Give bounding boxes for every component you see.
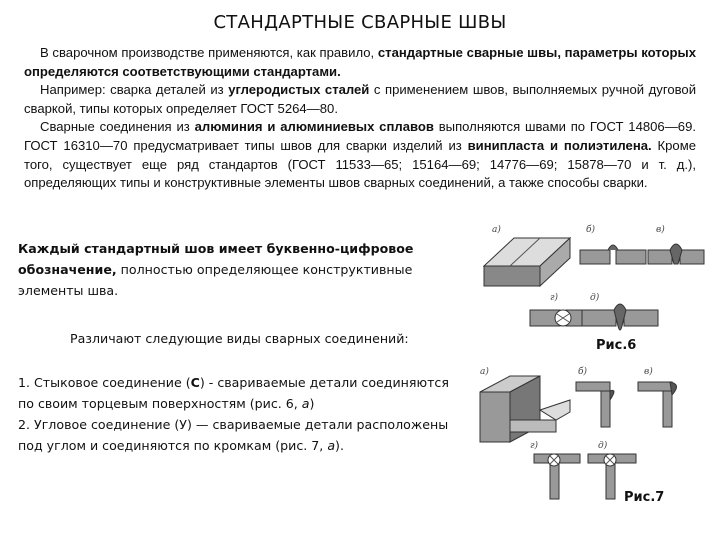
fig7-label-g: г) <box>530 441 539 451</box>
fig6-label-v: в) <box>656 225 665 235</box>
figure-6-butt-joints <box>470 218 710 350</box>
joint-types-intro: Различают следующие виды сварных соединений: <box>70 331 409 346</box>
figure-6-caption: Рис.6 <box>596 338 637 353</box>
fig6-plates-a <box>484 238 570 286</box>
intro-text <box>24 44 696 193</box>
intro-paragraph-1: В сварочном производстве применяются, как правило, стандартные сварные швы, параметры которых определяются соответствующими стандартами. <box>24 45 696 79</box>
fig7-corner-a <box>480 376 570 442</box>
fig6-section-v <box>648 244 704 264</box>
figure-7-caption: Рис.7 <box>624 490 665 505</box>
joint-type-list <box>18 372 458 456</box>
joint-type-corner: 2. Угловое соединение (У) — свариваемые детали расположены под углом и соединяются по кромкам (рис. 7, а). <box>18 417 449 453</box>
intro-paragraph-3: Сварные соединения из алюминия и алюминиевых сплавов выполняются швами по ГОСТ 14806—69. ГОСТ 16310—70 предусматривает типы швов для сварки изделий из винипласта и полиэтилена. Кроме того, существует еще ряд стандартов (ГОСТ 11533—65; 15164—69; 14776—69; 15878—70 и т. д.), определяющих типы и конструктивные элементы швов сварных соединений, а также способы сварки. <box>24 119 697 191</box>
fig7-label-v: в) <box>644 367 653 377</box>
joint-type-butt: 1. Стыковое соединение (С) - свариваемые детали соединяются по своим торцевым поверхностям (рис. 6, а) <box>18 375 449 411</box>
fig6-section-b <box>580 245 646 264</box>
fig6-label-b: б) <box>586 225 596 235</box>
fig7-label-b: б) <box>578 367 588 377</box>
designation-text: Каждый стандартный шов имеет буквенно-цифровое обозначение, полностью определяющее конструктивные элементы шва. <box>18 241 414 298</box>
figure-7-corner-joints <box>470 362 710 502</box>
intro-paragraph-2: Например: сварка деталей из углеродистых сталей с применением швов, выполняемых ручной дуговой сваркой, типы которых определяет ГОСТ 5264—80. <box>24 82 697 116</box>
fig6-label-g: г) <box>550 293 559 303</box>
fig7-label-d: д) <box>598 441 608 451</box>
fig7-corner-b <box>576 382 614 427</box>
fig7-corner-v <box>638 382 677 427</box>
fig7-label-a: а) <box>480 367 489 377</box>
fig6-label-d: д) <box>590 293 600 303</box>
page-title: СТАНДАРТНЫЕ СВАРНЫЕ ШВЫ <box>213 12 507 33</box>
fig6-section-d <box>582 304 658 330</box>
fig7-corner-g <box>534 454 580 499</box>
fig6-label-a: а) <box>492 225 501 235</box>
